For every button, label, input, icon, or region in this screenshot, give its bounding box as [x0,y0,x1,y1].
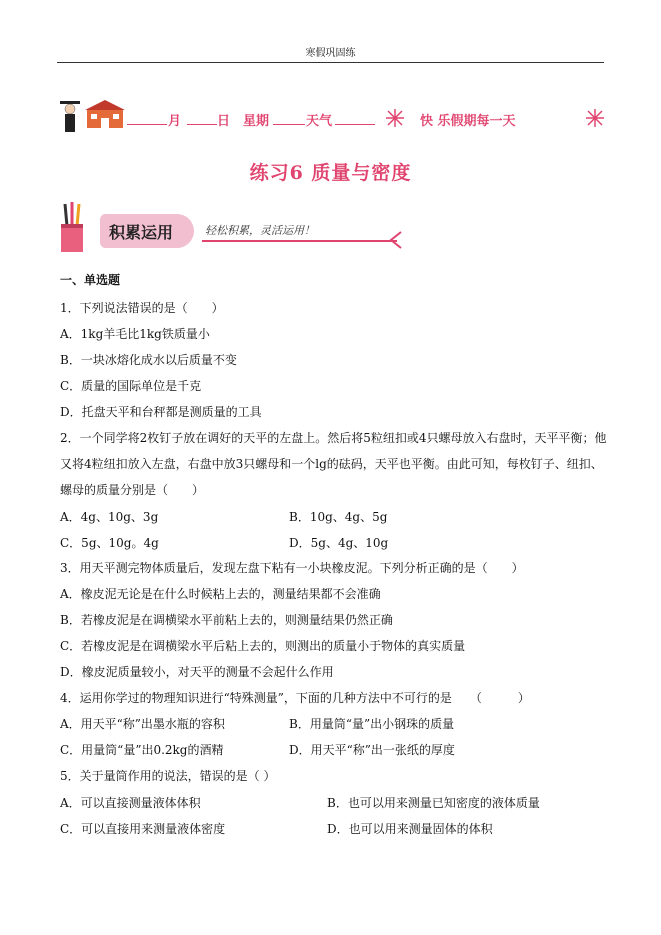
header-rule [57,62,604,63]
section-heading: 一、单选题 [60,273,121,287]
question-stem: 2．一个同学将2枚钉子放在调好的天平的左盘上。然后将5粒纽扣或4只螺母放入右盘时，天平平衡；他 [60,431,607,445]
option: C．5g、10g。4g [60,536,159,550]
option: A．1kg羊毛比1kg铁质量小 [60,327,210,341]
option: C．质量的国际单位是千克 [60,379,202,393]
option: B．用量筒“量”出小钢珠的质量 [289,717,455,731]
question-stem: 3．用天平测完物体质量后，发现左盘下粘有一小块橡皮泥。下列分析正确的是（ ） [60,561,524,575]
snowflake-icon [585,108,605,128]
day-label: 日 [217,114,231,129]
date-banner [57,96,607,140]
option: A．橡皮泥无论是在什么时候粘上去的，测量结果都不会准确 [60,587,381,601]
option: A．可以直接测量液体体积 [60,796,201,810]
page-header: 寒假巩固练 [305,48,356,59]
option: C．可以直接用来测量液体密度 [60,822,226,836]
option: C．若橡皮泥是在调横梁水平后粘上去的，则测出的质量小于物体的真实质量 [60,639,466,653]
question-stem: 又将4粒纽扣放入左盘，右盘中放3只螺母和一个lg的砝码，天平也平衡。由此可知，每枚钉子、纽扣、 [60,457,603,471]
section-title: 积累运用 [109,223,174,242]
month-label: 月 [168,114,182,129]
page-title: 练习6 质量与密度 [249,162,412,184]
option: D．5g、4g、10g [289,536,389,550]
option: A．4g、10g、3g [60,510,159,524]
section-banner [57,200,407,260]
arrow-icon [385,230,405,250]
option: D．托盘天平和台秤都是测质量的工具 [60,405,262,419]
question-stem: 螺母的质量分别是（ ） [60,483,205,497]
option: B．10g、4g、5g [289,510,388,524]
option: B．也可以用来测量已知密度的液体质量 [327,796,540,810]
question-stem: 5．关于量筒作用的说法，错误的是（ ） [60,769,276,783]
option: B．若橡皮泥是在调横梁水平前粘上去的，则测量结果仍然正确 [60,613,393,627]
weekday-label: 星期 [243,114,270,129]
question-stem: 1．下列说法错误的是（ ） [60,301,224,315]
option: D．橡皮泥质量较小，对天平的测量不会起什么作用 [60,665,334,679]
graduate-school-icon [57,96,127,136]
option: D．用天平“称”出一张纸的厚度 [289,743,455,757]
option: D．也可以用来测量固体的体积 [327,822,493,836]
question-stem: 4．运用你学过的物理知识进行“特殊测量”，下面的几种方法中不可行的是 （ ） [60,691,530,705]
snowflake-icon [385,108,405,128]
option: C．用量筒“量”出0.2kg的酒精 [60,743,224,757]
option: A．用天平“称”出墨水瓶的容积 [60,717,225,731]
pencil-cup-icon [57,202,87,254]
option: B．一块冰熔化成水以后质量不变 [60,353,237,367]
holiday-slogan: 快 乐假期每一天 [420,114,516,129]
weather-label: 天气 [306,114,333,129]
section-slogan: 轻松积累，灵活运用！ [205,224,315,237]
